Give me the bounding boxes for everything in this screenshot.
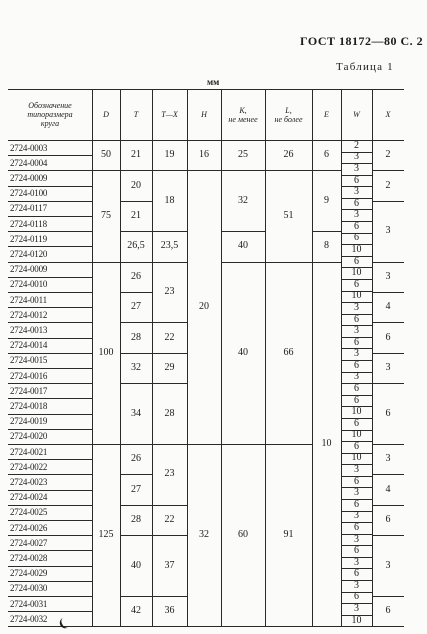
w-cell: 6 xyxy=(354,255,359,267)
x-cell: 3 xyxy=(385,362,391,373)
t-x-cell-divider xyxy=(152,262,187,263)
d-cell: 100 xyxy=(98,346,114,358)
designation-cell: 2724-0021 xyxy=(10,446,48,457)
x-cell: 6 xyxy=(385,605,391,617)
designation-cell: 2724-0030 xyxy=(10,583,48,594)
t-x-cell: 19 xyxy=(164,149,175,161)
t-cell-divider xyxy=(120,201,152,202)
t-cell: 34 xyxy=(131,407,141,419)
designation-cell: 2724-0117 xyxy=(10,203,47,214)
w-cell: 6 xyxy=(354,417,359,429)
t-x-cell-divider xyxy=(152,596,187,597)
header-w: W xyxy=(353,110,360,119)
w-cell: 6 xyxy=(354,394,359,406)
designation-cell: 2724-0015 xyxy=(10,355,48,366)
header-t-x: T—X xyxy=(161,110,178,119)
x-cell: 3 xyxy=(385,270,391,282)
w-cell: 3 xyxy=(354,151,359,163)
x-cell-divider xyxy=(372,201,404,202)
table-title: Таблица 1 xyxy=(336,61,394,73)
designation-cell: 2724-0029 xyxy=(10,568,48,579)
designation-cell: 2724-0031 xyxy=(10,598,48,609)
k-cell-divider xyxy=(221,170,265,171)
header-designation: Обозначение типоразмера круга xyxy=(27,101,73,128)
h-cell-divider xyxy=(187,444,221,445)
w-cell: 6 xyxy=(354,174,359,186)
t-cell-divider xyxy=(120,596,152,597)
x-cell-divider xyxy=(372,535,404,536)
x-cell: 3 xyxy=(385,225,391,237)
w-cell: 6 xyxy=(354,382,359,394)
w-cell: 6 xyxy=(354,498,359,510)
d-cell: 125 xyxy=(98,529,114,541)
t-x-cell-divider xyxy=(152,322,187,323)
w-cell: 3 xyxy=(354,533,359,545)
x-cell: 6 xyxy=(385,407,391,419)
w-cell: 6 xyxy=(354,197,359,209)
x-cell-divider xyxy=(372,353,404,354)
w-cell: 3 xyxy=(354,510,359,522)
t-cell: 27 xyxy=(131,483,141,495)
designation-cell: 2724-0017 xyxy=(10,385,48,396)
t-x-cell: 18 xyxy=(164,194,175,206)
x-cell-divider xyxy=(372,292,404,293)
designation-cell: 2724-0014 xyxy=(10,340,48,351)
w-cell: 10 xyxy=(351,429,362,441)
x-cell: 3 xyxy=(385,559,391,571)
header-k: K, не менее xyxy=(228,105,258,124)
designation-cell: 2724-0032 xyxy=(10,613,48,624)
w-cell: 2 xyxy=(354,139,359,151)
t-cell-divider xyxy=(120,474,152,475)
t-x-cell: 22 xyxy=(164,514,175,525)
t-x-cell: 23 xyxy=(164,468,175,480)
w-cell: 6 xyxy=(354,313,359,325)
designation-cell: 2724-0025 xyxy=(10,507,48,518)
k-cell: 32 xyxy=(238,194,248,206)
k-cell: 40 xyxy=(238,346,248,358)
header-l: L, не более xyxy=(274,105,303,124)
t-x-cell-divider xyxy=(152,505,187,506)
designation-cell: 2724-0018 xyxy=(10,401,48,411)
x-cell-divider xyxy=(372,262,404,263)
designation-cell: 2724-0003 xyxy=(10,142,48,153)
designation-cell: 2724-0027 xyxy=(10,537,48,548)
x-cell: 6 xyxy=(385,514,391,525)
d-cell-divider xyxy=(92,262,120,263)
h-cell: 32 xyxy=(199,529,209,541)
d-cell: 75 xyxy=(101,210,111,221)
l-cell-divider xyxy=(265,262,312,263)
designation-cell: 2724-0004 xyxy=(10,157,48,168)
l-cell: 66 xyxy=(283,346,294,358)
x-cell-divider xyxy=(372,596,404,597)
x-cell-divider xyxy=(372,383,404,384)
designation-cell: 2724-0118 xyxy=(10,218,47,229)
k-cell: 25 xyxy=(238,149,248,161)
x-cell-divider xyxy=(372,505,404,506)
t-cell: 21 xyxy=(131,149,141,161)
t-cell: 20 xyxy=(131,179,141,191)
e-cell: 10 xyxy=(321,438,332,449)
t-cell-divider xyxy=(120,262,152,263)
designation-cell: 2724-0016 xyxy=(10,370,48,381)
w-cell: 6 xyxy=(354,475,359,487)
page-header: ГОСТ 18172—80 С. 2 xyxy=(300,34,424,48)
header-h: H xyxy=(201,110,207,119)
w-cell: 10 xyxy=(351,452,362,464)
w-cell: 3 xyxy=(354,301,359,313)
w-cell: 3 xyxy=(354,162,359,174)
w-cell: 3 xyxy=(354,464,359,476)
w-cell: 3 xyxy=(354,487,359,499)
x-cell-divider xyxy=(372,444,404,445)
w-cell: 6 xyxy=(354,336,359,348)
t-cell: 26 xyxy=(131,453,141,465)
t-cell: 26,5 xyxy=(127,240,145,252)
w-cell: 3 xyxy=(354,579,359,591)
t-cell: 28 xyxy=(131,514,141,525)
header-x: X xyxy=(385,110,391,119)
t-x-cell-divider xyxy=(152,231,187,232)
l-cell: 26 xyxy=(283,149,294,161)
designation-cell: 2724-0119 xyxy=(10,233,47,244)
t-x-cell: 23,5 xyxy=(160,240,179,252)
k-cell-divider xyxy=(221,231,265,232)
t-x-cell: 22 xyxy=(164,331,175,343)
h-cell: 16 xyxy=(199,149,209,161)
w-cell: 6 xyxy=(354,440,359,452)
designation-cell: 2724-0020 xyxy=(10,431,48,442)
designation-cell: 2724-0024 xyxy=(10,492,48,503)
l-cell-divider xyxy=(265,444,312,445)
w-cell: 3 xyxy=(354,556,359,568)
t-cell-divider xyxy=(120,353,152,354)
h-cell: 20 xyxy=(199,301,209,313)
k-cell-divider xyxy=(221,444,265,445)
w-cell: 3 xyxy=(354,325,359,337)
w-cell: 6 xyxy=(354,359,359,371)
h-cell-divider xyxy=(187,170,221,171)
w-cell: 10 xyxy=(351,244,362,256)
x-cell: 4 xyxy=(385,483,391,495)
t-cell: 27 xyxy=(131,301,141,313)
w-cell: 6 xyxy=(354,232,359,244)
e-cell: 8 xyxy=(324,240,329,252)
w-cell: 3 xyxy=(354,348,359,360)
row-divider xyxy=(8,626,92,627)
t-cell: 40 xyxy=(131,559,141,571)
e-cell-divider xyxy=(312,262,341,263)
t-x-cell: 36 xyxy=(164,605,175,617)
w-cell: 10 xyxy=(351,614,362,626)
stray-mark: ❨ xyxy=(54,615,71,633)
l-cell: 51 xyxy=(283,210,294,221)
t-cell-divider xyxy=(120,505,152,506)
designation-cell: 2724-0120 xyxy=(10,249,48,259)
designation-cell: 2724-0019 xyxy=(10,416,48,427)
t-cell-divider xyxy=(120,535,152,536)
k-cell-divider xyxy=(221,262,265,263)
t-cell-divider xyxy=(120,292,152,293)
designation-cell: 2724-0022 xyxy=(10,461,48,472)
designation-cell: 2724-0009 xyxy=(10,173,48,183)
w-cell: 10 xyxy=(351,290,362,302)
e-cell: 9 xyxy=(324,194,329,206)
t-cell: 21 xyxy=(131,210,141,221)
e-cell-divider xyxy=(312,231,341,232)
t-cell-divider xyxy=(120,231,152,232)
t-x-cell-divider xyxy=(152,444,187,445)
t-cell: 26 xyxy=(131,270,141,282)
x-cell-divider xyxy=(372,474,404,475)
designation-cell: 2724-0012 xyxy=(10,309,48,320)
x-cell: 4 xyxy=(385,301,391,313)
t-x-cell-divider xyxy=(152,535,187,536)
t-x-cell: 28 xyxy=(164,407,175,419)
header-e: E xyxy=(324,110,329,119)
t-cell-divider xyxy=(120,322,152,323)
header-t: T xyxy=(133,110,139,119)
d-cell: 50 xyxy=(101,149,111,161)
k-cell: 60 xyxy=(238,529,248,541)
k-cell: 40 xyxy=(238,240,248,252)
t-cell-divider xyxy=(120,444,152,445)
l-cell: 91 xyxy=(283,529,294,541)
d-cell-divider xyxy=(92,444,120,445)
t-x-cell-divider xyxy=(152,383,187,384)
e-cell: 6 xyxy=(324,149,329,161)
t-cell: 42 xyxy=(131,605,141,617)
t-cell: 32 xyxy=(131,362,141,373)
l-cell-divider xyxy=(265,170,312,171)
x-cell: 2 xyxy=(385,179,391,191)
t-x-cell-divider xyxy=(152,353,187,354)
t-x-cell: 37 xyxy=(164,559,175,571)
designation-cell: 2724-0026 xyxy=(10,522,48,533)
designation-cell: 2724-0010 xyxy=(10,279,48,290)
header-d: D xyxy=(103,110,109,119)
w-cell: 6 xyxy=(354,278,359,290)
t-cell-divider xyxy=(120,170,152,171)
t-cell-divider xyxy=(120,383,152,384)
designation-cell: 2724-0013 xyxy=(10,325,48,335)
x-cell-divider xyxy=(372,170,404,171)
w-cell: 6 xyxy=(354,521,359,533)
w-cell: 6 xyxy=(354,568,359,580)
w-cell: 3 xyxy=(354,603,359,615)
t-x-cell-divider xyxy=(152,170,187,171)
designation-cell: 2724-0023 xyxy=(10,477,48,487)
x-cell: 6 xyxy=(385,331,391,343)
w-cell: 3 xyxy=(354,371,359,383)
w-cell: 3 xyxy=(354,186,359,198)
w-cell: 6 xyxy=(354,591,359,603)
x-cell-divider xyxy=(372,322,404,323)
w-row-divider xyxy=(341,626,372,627)
e-cell-divider xyxy=(312,170,341,171)
w-cell: 10 xyxy=(351,406,362,418)
t-cell: 28 xyxy=(131,331,141,343)
x-cell: 3 xyxy=(385,453,391,465)
t-x-cell: 23 xyxy=(164,286,175,297)
x-cell: 2 xyxy=(385,149,391,161)
designation-cell: 2724-0028 xyxy=(10,553,48,563)
table-top-border xyxy=(8,89,404,90)
unit-label: мм xyxy=(207,77,220,87)
w-cell: 6 xyxy=(354,220,359,232)
designation-cell: 2724-0011 xyxy=(10,294,47,305)
d-cell-divider xyxy=(92,170,120,171)
w-cell: 6 xyxy=(354,545,359,557)
w-cell: 10 xyxy=(351,267,362,279)
designation-cell: 2724-0100 xyxy=(10,188,48,199)
t-x-cell: 29 xyxy=(164,362,175,373)
designation-cell: 2724-0009 xyxy=(10,264,48,275)
w-cell: 3 xyxy=(354,209,359,221)
